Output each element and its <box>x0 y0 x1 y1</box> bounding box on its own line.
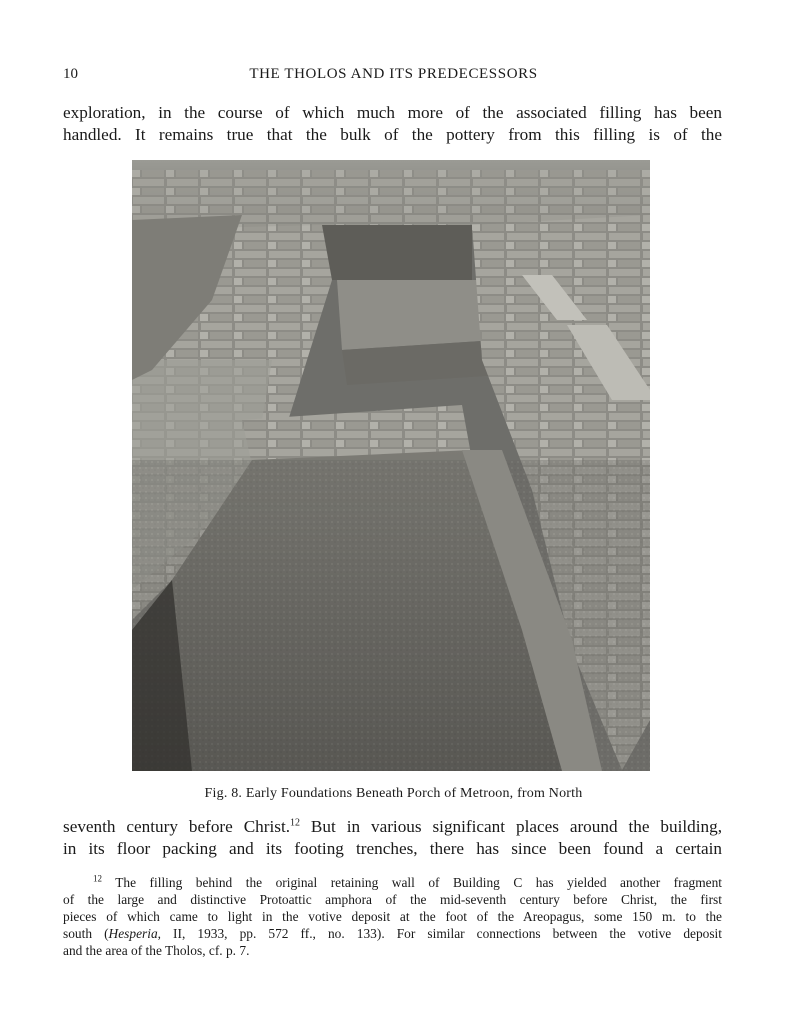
text-segment: , II, 1933, pp. 572 ff., no. 133). For similar connections between the votive deposit <box>157 926 722 941</box>
text-line <box>63 816 722 838</box>
running-head: THE THOLOS AND ITS PREDECESSORS <box>249 66 538 82</box>
footnote-line: pieces of which came to light in the votive deposit at the foot of the Areopagus, some 150 m. to the <box>63 909 722 924</box>
text-segment: But in various significant places around the building, <box>300 817 722 836</box>
footnote-line <box>63 874 722 891</box>
footnote-line: of the large and distinctive Protoattic amphora of the mid-seventh century before Christ, the first <box>63 892 722 907</box>
journal-title: Hesperia <box>108 926 158 941</box>
footnote-line: and the area of the Tholos, cf. p. 7. <box>63 943 250 958</box>
footnote-marker: 12 <box>93 873 102 884</box>
text-segment: seventh century before Christ. <box>63 817 291 836</box>
text-segment: south ( <box>63 926 109 941</box>
figure-photograph <box>132 160 650 771</box>
figure-caption: Fig. 8. Early Foundations Beneath Porch of Metroon, from North <box>204 786 583 801</box>
footnote-line <box>63 925 722 942</box>
page-number: 10 <box>63 66 78 82</box>
footnote <box>63 874 722 959</box>
body-paragraph-bottom <box>63 816 722 860</box>
footnote-reference[interactable]: 12 <box>290 817 301 829</box>
text-segment: The filling behind the original retaining wall of Building C has yielded another fragment <box>102 875 722 890</box>
text-line: exploration, in the course of which much more of the associated filling has been <box>63 103 722 122</box>
excavation-photo <box>132 160 650 771</box>
text-line: handled. It remains true that the bulk of the pottery from this filling is of the <box>63 125 722 144</box>
body-paragraph-top <box>63 102 722 146</box>
text-line: in its floor packing and its footing trenches, there has since been found a certain <box>63 839 722 858</box>
